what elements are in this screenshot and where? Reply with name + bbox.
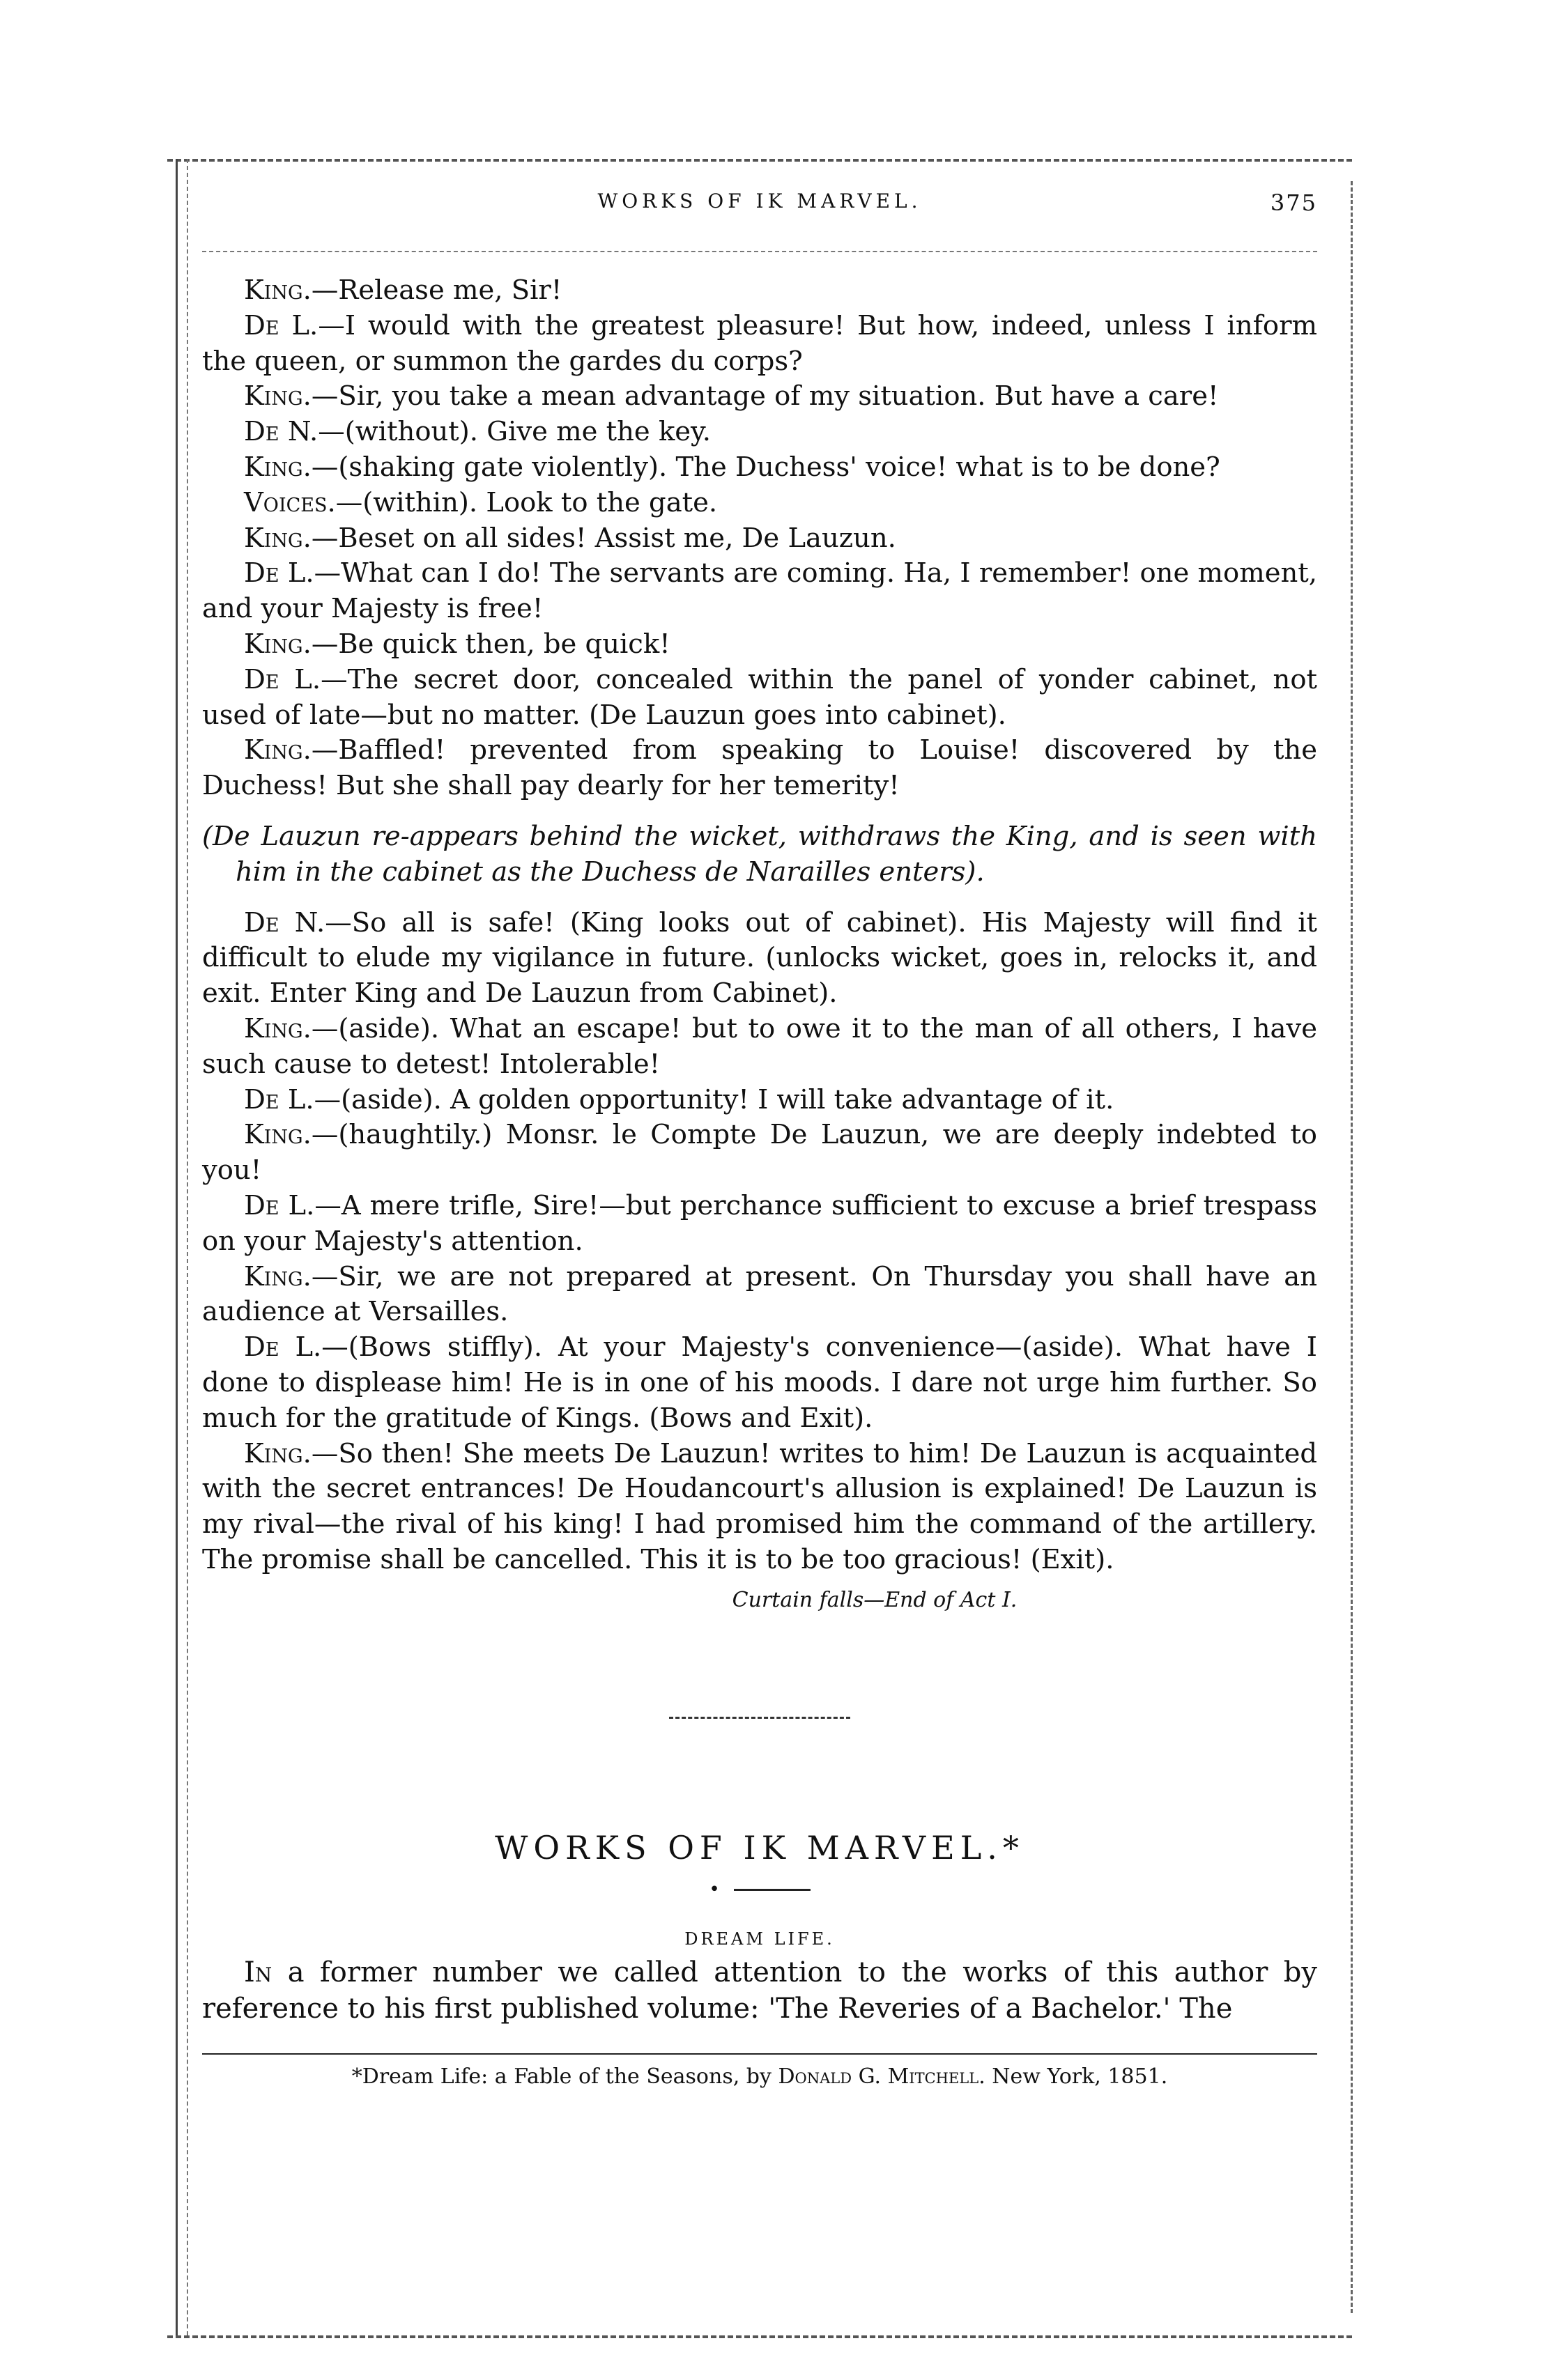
- dialogue-text: —(aside). What an escape! but to owe it to the man of all others, I have such cause to detest! Intolerable!: [202, 1012, 1317, 1080]
- section-ornament: [202, 1879, 1317, 1900]
- speaker-name: De L.: [244, 1083, 314, 1115]
- speaker-name: King.: [244, 522, 312, 554]
- dialogue-line: [202, 379, 1317, 415]
- dialogue-line: [202, 450, 1317, 486]
- footnote-suffix: . New York, 1851.: [978, 2064, 1168, 2089]
- speaker-name: De L.: [244, 309, 318, 341]
- speaker-name: Voices.: [244, 486, 336, 518]
- footnote-rule: [202, 2053, 1317, 2055]
- dialogue-text: —Be quick then, be quick!: [311, 628, 670, 660]
- scan-edge-left: [176, 159, 178, 2335]
- speaker-name: King.: [244, 1437, 312, 1469]
- play-dialogue: [202, 273, 1317, 804]
- speaker-name: De L.: [244, 1331, 322, 1363]
- play-dialogue-continued: [202, 906, 1317, 1578]
- dialogue-text: —(without). Give me the key.: [318, 416, 711, 448]
- dialogue-line: [202, 663, 1317, 734]
- running-title: WORKS OF IK MARVEL.: [597, 190, 922, 212]
- dialogue-text: —(shaking gate violently). The Duchess' voice! what is to be done?: [311, 451, 1220, 483]
- dialogue-line: [202, 486, 1317, 521]
- ornament-rule: [734, 1889, 811, 1891]
- speaker-name: De N.: [244, 416, 318, 448]
- dialogue-line: [202, 1012, 1317, 1083]
- dialogue-text: —Beset on all sides! Assist me, De Lauzun.: [311, 522, 896, 554]
- dialogue-text: —Baffled! prevented from speaking to Louise! discovered by the Duchess! But she shall pay dearly for her temerity!: [202, 734, 1317, 802]
- dialogue-text: —So then! She meets De Lauzun! writes to him! De Lauzun is acquainted with the secret entrances! De Houdancourt's allusion is explained! De Lauzun is my rival—the rival of his king! I had promised him the command of the artillery. The promise shall be cancelled. This it is to be too gracious! (Exit).: [202, 1437, 1317, 1575]
- speaker-name: King.: [244, 451, 312, 483]
- dialogue-line: [202, 556, 1317, 627]
- intro-paragraph: [202, 1954, 1317, 2027]
- footnote: [202, 2062, 1317, 2092]
- dialogue-line: [202, 1437, 1317, 1578]
- speaker-name: King.: [244, 734, 312, 766]
- speaker-name: King.: [244, 275, 312, 306]
- dialogue-text: —I would with the greatest pleasure! But how, indeed, unless I inform the queen, or summon the gardes du corps?: [202, 309, 1317, 377]
- dialogue-text: —(haughtily.) Monsr. le Compte De Lauzun, we are deeply indebted to you!: [202, 1119, 1317, 1187]
- footnote-author: Donald G. Mitchell: [778, 2064, 979, 2089]
- speaker-name: King.: [244, 380, 312, 412]
- dialogue-line: [202, 415, 1317, 450]
- dialogue-line: [202, 733, 1317, 804]
- dialogue-text: —So all is safe! (King looks out of cabinet). His Majesty will find it difficult to elude my vigilance in future. (unlocks wicket, goes in, relocks it, and exit. Enter King and De Lauzun from Cabinet).: [202, 906, 1317, 1010]
- dialogue-line: [202, 1083, 1317, 1118]
- dialogue-line: [202, 309, 1317, 380]
- dialogue-line: [202, 906, 1317, 1012]
- dialogue-text: —Sir, we are not prepared at present. On Thursday you shall have an audience at Versailles.: [202, 1260, 1317, 1328]
- speaker-name: De L.: [244, 1189, 315, 1221]
- dialogue-line: [202, 1189, 1317, 1260]
- dialogue-text: —(aside). A golden opportunity! I will take advantage of it.: [314, 1083, 1114, 1115]
- dialogue-line: [202, 521, 1317, 557]
- dialogue-line: [202, 1330, 1317, 1436]
- scan-edge-right: [1351, 181, 1353, 2313]
- page: [202, 190, 1317, 2321]
- dialogue-text: —The secret door, concealed within the panel of yonder cabinet, not used of late—but no matter. (De Lauzun goes into cabinet).: [202, 663, 1318, 731]
- bullet-ornament: •: [709, 1878, 720, 1900]
- section-subtitle: DREAM LIFE.: [684, 1929, 835, 1949]
- section-divider: [669, 1717, 850, 1719]
- stage-direction: (De Lauzun re-appears behind the wicket, withdraws the King, and is seen with him in the cabinet as the Duchess de Narailles enters).: [202, 820, 1317, 888]
- speaker-name: King.: [244, 1012, 312, 1044]
- dialogue-line: [202, 1118, 1317, 1189]
- speaker-name: King.: [244, 1119, 312, 1151]
- stage-direction-block: [202, 819, 1317, 890]
- running-head: [202, 190, 1317, 231]
- dialogue-text: —Sir, you take a mean advantage of my situation. But have a care!: [311, 380, 1219, 412]
- scan-edge-bottom: [167, 2335, 1352, 2338]
- scan-edge-left-inner: [187, 159, 188, 2335]
- scan-edge-top: [167, 159, 1352, 162]
- dialogue-text: —(Bows stiffly). At your Majesty's convenience—(aside). What have I done to displease him! He is in one of his moods. I dare not urge him further. So much for the gratitude of Kings. (Bows and Exit).: [202, 1331, 1317, 1434]
- curtain-line: Curtain falls—End of Act I.: [732, 1587, 1018, 1612]
- page-number: 375: [1270, 190, 1317, 216]
- dialogue-line: [202, 627, 1317, 663]
- dialogue-text: —What can I do! The servants are coming. Ha, I remember! one moment, and your Majesty is free!: [202, 557, 1317, 625]
- footnote-prefix: *Dream Life: a Fable of the Seasons, by: [351, 2064, 778, 2089]
- speaker-name: King.: [244, 1260, 312, 1292]
- dialogue-text: —(within). Look to the gate.: [335, 486, 718, 518]
- header-rule: [202, 251, 1317, 252]
- speaker-name: De N.: [244, 906, 325, 938]
- intro-dropcap: In: [244, 1956, 272, 1988]
- dialogue-text: —A mere trifle, Sire!—but perchance sufficient to excuse a brief trespass on your Majesty's attention.: [202, 1189, 1317, 1257]
- dialogue-text: —Release me, Sir!: [311, 275, 562, 306]
- intro-text: a former number we called attention to the works of this author by reference to his first published volume: 'The Reveries of a Bachelor.' The: [202, 1956, 1317, 2025]
- section-title: WORKS OF IK MARVEL.*: [495, 1828, 1024, 1867]
- dialogue-line: [202, 1260, 1317, 1331]
- speaker-name: De L.: [244, 557, 314, 589]
- dialogue-line: [202, 273, 1317, 309]
- speaker-name: De L.: [244, 663, 321, 695]
- speaker-name: King.: [244, 628, 312, 660]
